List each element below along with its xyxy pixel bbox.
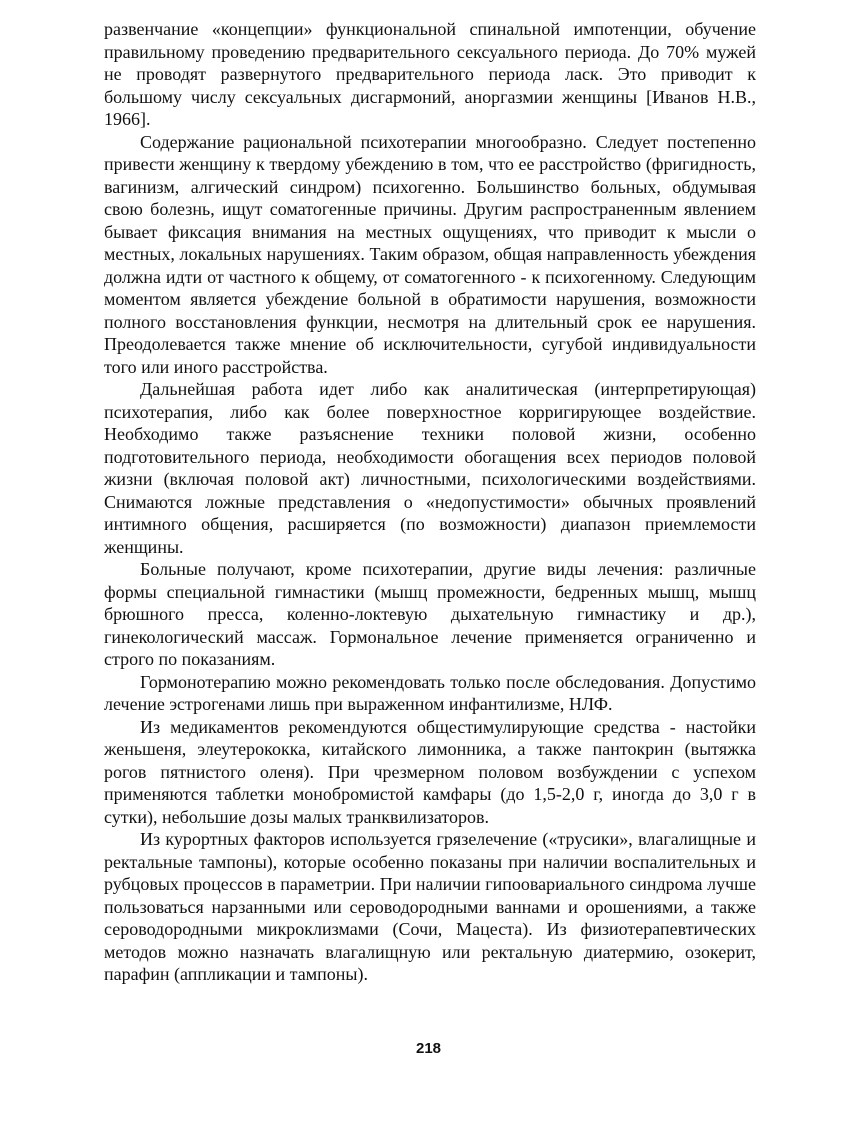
- paragraph: Дальнейшая работа идет либо как аналитическая (интерпретирующая) психотерапия, либо как более поверхностное корригирующее воздействие. Необходимо также разъяснение техники половой жизни, особенно подготовительного периода, необходимости обогащения всех периодов половой жизни (включая половой акт) личностными, психологическими воздействиями. Снимаются ложные представления о «недопустимости» обычных проявлений интимного общения, расширяется (по возможности) диапазон приемлемости женщины.: [104, 379, 756, 557]
- paragraph: Содержание рациональной психотерапии многообразно. Следует постепенно привести женщину к твердому убеждению в том, что ее расстройство (фригидность, вагинизм, алгический синдром) психогенно. Большинство больных, обдумывая свою болезнь, ищут соматогенные причины. Другим распространенным явлением бывает фиксация внимания на местных ощущениях, что приводит к мысли о местных, локальных нарушениях. Таким образом, общая направленность убеждения должна идти от частного к общему, от соматогенного - к психогенному. Следующим моментом является убеждение больной в обратимости нарушения, возможности полного восстановления функции, несмотря на длительный срок ее нарушения. Преодолевается также мнение об исключительности, сугубой индивидуальности того или иного расстройства.: [104, 131, 756, 377]
- page-body: [104, 18, 756, 986]
- paragraph: Из курортных факторов используется грязелечение («трусики», влагалищные и ректальные тампоны), которые особенно показаны при наличии воспалительных и рубцовых процессов в параметрии. При наличии гипоовариального синдрома лучше пользоваться нарзанными или сероводородными ваннами и орошениями, а также сероводородными микроклизмами (Сочи, Мацеста). Из физиотерапевтических методов можно назначать влагалищную или ректальную диатермию, озокерит, парафин (аппликации и тампоны).: [104, 829, 756, 984]
- paragraph: Из медикаментов рекомендуются общестимулирующие средства - настойки женьшеня, элеутерококка, китайского лимонника, а также пантокрин (вытяжка рогов пятнистого оленя). При чрезмерном половом возбуждении с успехом применяются таблетки монобромистой камфары (до 1,5-2,0 г, иногда до 3,0 г в сутки), небольшие дозы малых транквилизаторов.: [104, 716, 756, 827]
- paragraph: Гормонотерапию можно рекомендовать только после обследования. Допустимо лечение эстрогенами лишь при выраженном инфантилизме, НЛФ.: [104, 671, 756, 714]
- paragraph: развенчание «концепции» функциональной спинальной импотенции, обучение правильному проведению предварительного сексуального периода. До 70% мужей не проводят развернутого предварительного периода ласк. Это приводит к большому числу сексуальных дисгармоний, аноргазмии женщины [Иванов Н.В., 1966].: [104, 19, 756, 129]
- paragraph: Больные получают, кроме психотерапии, другие виды лечения: различные формы специальной гимнастики (мышц промежности, бедренных мышц, мышц брюшного пресса, коленно-локтевую дыхательную гимнастику и др.), гинекологический массаж. Гормональное лечение применяется ограниченно и строго по показаниям.: [104, 559, 756, 669]
- page-number: 218: [415, 1040, 442, 1057]
